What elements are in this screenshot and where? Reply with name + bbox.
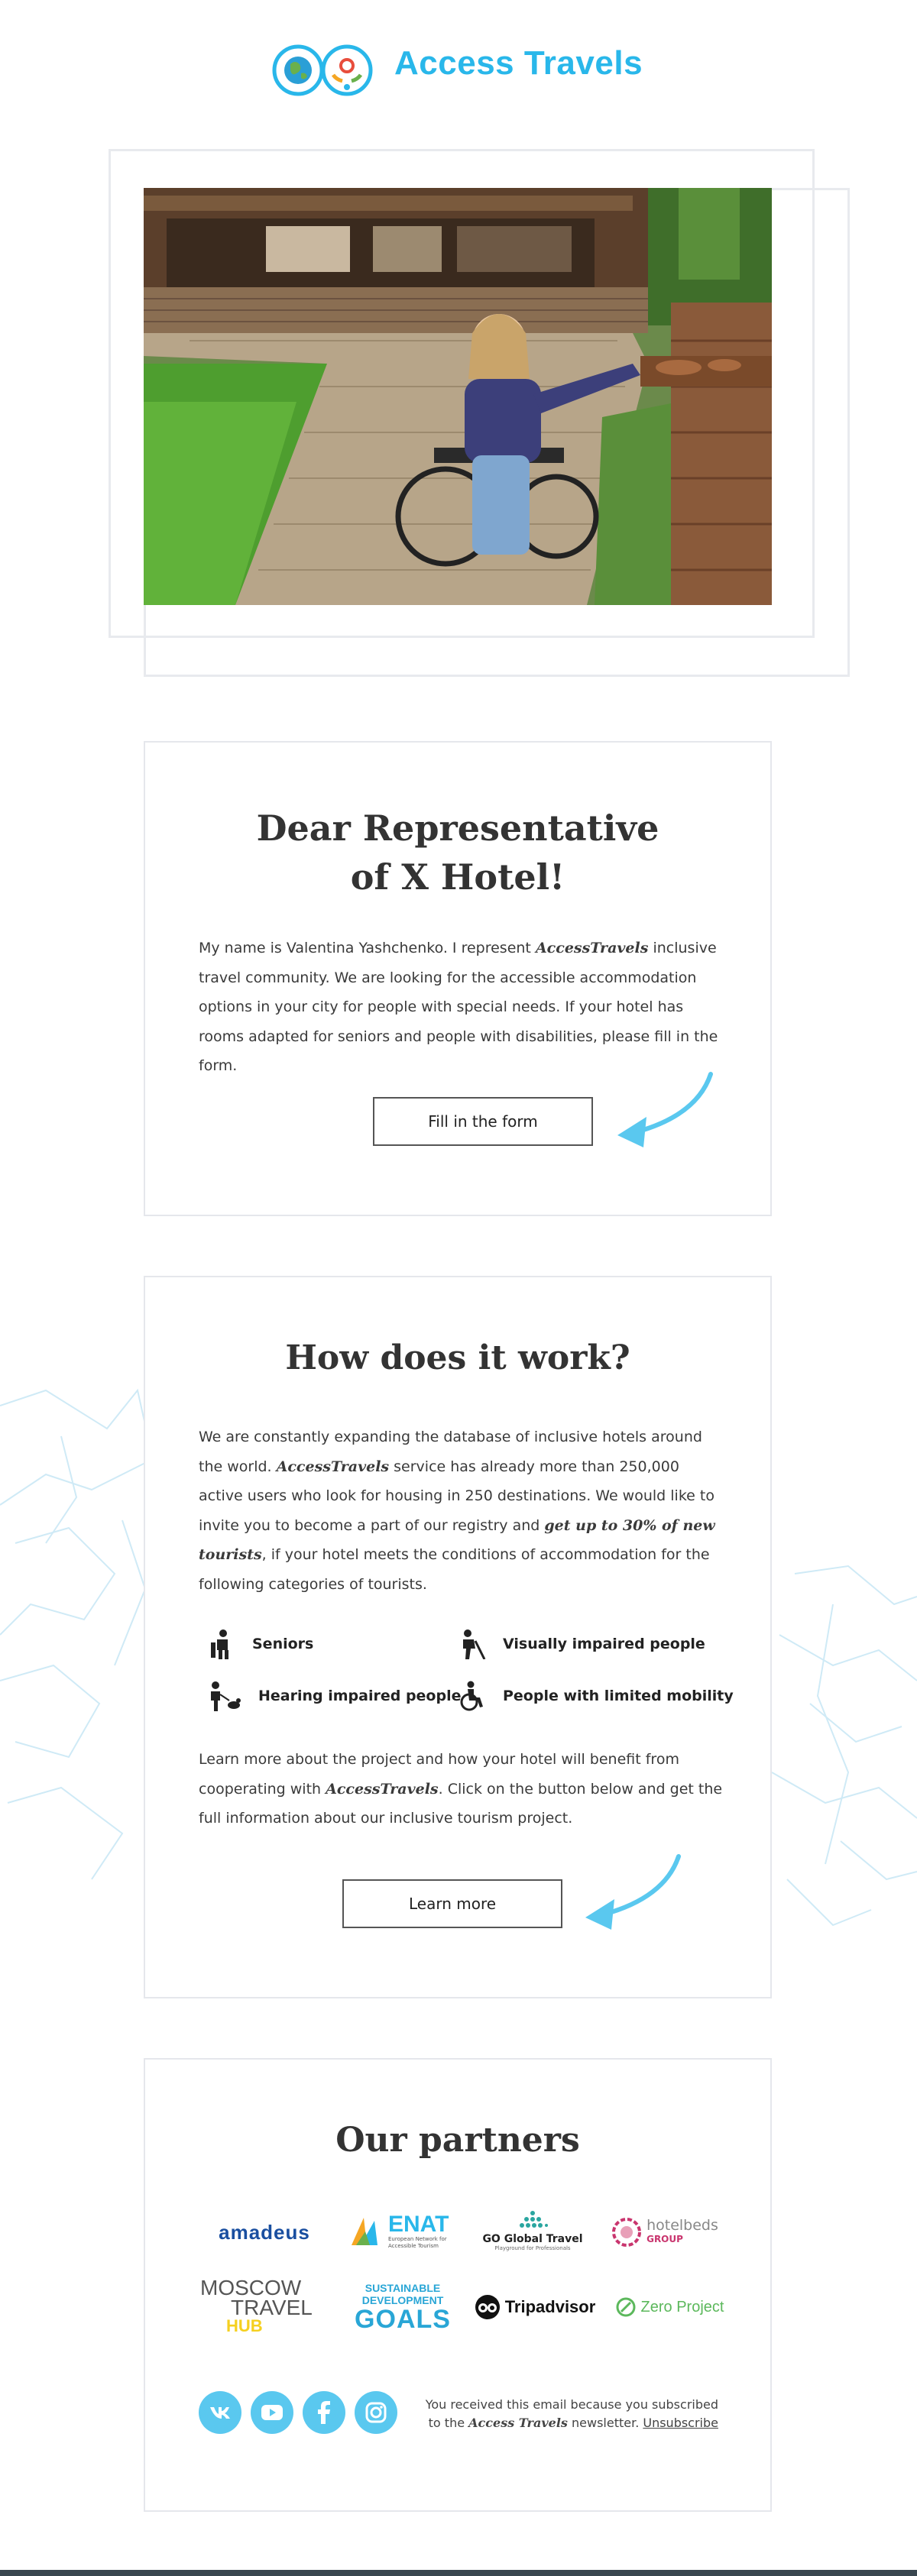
card2-text2 (199, 1745, 726, 1833)
card1-text (199, 934, 718, 1081)
youtube-icon[interactable] (251, 2391, 293, 2434)
partner-hotelbeds (604, 2209, 726, 2255)
card1-text-brand: AccessTravels (535, 940, 649, 956)
how-it-works-card (144, 1276, 772, 1998)
partner-amadeus-text: amadeus (219, 2220, 310, 2244)
category-visually-impaired (458, 1629, 705, 1659)
card2-text2-a: Learn more about the project and how your hotel will benefit from cooperating with (199, 1751, 679, 1798)
card1-text-a: My name is Valentina Yashchenko. I represent (199, 940, 536, 956)
card1-title-line1: Dear Representative (256, 807, 659, 849)
card2-text-c: , if your hotel meets the conditions of accommodation for the following categories of tourists. (199, 1546, 710, 1593)
category-limited-mobility-label: People with limited mobility (503, 1688, 734, 1704)
category-hearing-impaired-label: Hearing impaired people (258, 1688, 462, 1704)
partner-hotelbeds-text: hotelbeds (646, 2217, 718, 2234)
partner-sdg-line1: SUSTAINABLE (365, 2282, 441, 2294)
footer-line2 (420, 2414, 718, 2432)
footer-note (420, 2396, 718, 2432)
card2-text-emphasis: get up to 30% of new tourists (199, 1516, 715, 1563)
tripadvisor-logo-icon (475, 2294, 501, 2320)
category-seniors (208, 1629, 313, 1659)
arrow-icon (613, 1070, 720, 1154)
partner-amadeus (196, 2209, 333, 2255)
partner-goglobal-subtext: Playground for Professionals (494, 2245, 571, 2251)
wheelchair-icon (458, 1681, 486, 1711)
card1-title (145, 804, 770, 901)
partner-enat-text: ENAT (388, 2212, 449, 2237)
footer-line2-b: newsletter. (567, 2416, 643, 2430)
partner-sdg (345, 2277, 460, 2338)
partner-moscow-line2: TRAVEL (231, 2296, 313, 2319)
category-limited-mobility (458, 1681, 734, 1711)
hero-photo (144, 188, 772, 605)
category-visually-impaired-label: Visually impaired people (503, 1636, 705, 1652)
card2-text2-brand: AccessTravels (326, 1780, 439, 1798)
card2-text-brand: AccessTravels (276, 1458, 390, 1475)
partner-zero-project (608, 2286, 731, 2328)
card2-title: How does it work? (285, 1338, 630, 1377)
partner-hotelbeds-group: GROUP (646, 2234, 683, 2244)
card3-title: Our partners (335, 2121, 580, 2160)
brand-name: Access Travels (394, 44, 643, 82)
hotelbeds-logo-icon (611, 2217, 642, 2248)
partner-enat-subtext: European Network for Accessible Tourism (388, 2236, 447, 2249)
card1-title-line2: of X Hotel! (350, 856, 565, 898)
fill-form-button[interactable]: Fill in the form (373, 1097, 593, 1146)
social-links (199, 2391, 397, 2434)
card2-text-a: We are constantly expanding the database of inclusive hotels around the world. (199, 1429, 702, 1475)
logo-icon (269, 40, 376, 101)
facebook-icon[interactable] (303, 2391, 345, 2434)
partner-tripadvisor (466, 2286, 604, 2328)
card1-text-b: inclusive travel community. We are looking for the accessible accommodation options in your city for people with special needs. If your hotel has rooms adapted for seniors and people with disabilities, please fill in the form. (199, 940, 718, 1074)
zero-project-logo-icon (615, 2296, 637, 2318)
learn-more-button[interactable]: Learn more (342, 1879, 562, 1928)
partner-enat (345, 2205, 460, 2258)
card2-text (199, 1422, 726, 1599)
instagram-icon[interactable] (355, 2391, 397, 2434)
partner-zero-project-text: Zero Project (640, 2298, 724, 2315)
card2-text-b: service has already more than 250,000 active users who look for housing in 250 destinations. We would like to invite you to become a part of our registry and (199, 1458, 714, 1534)
partner-goglobal-text: GO Global Travel (482, 2233, 583, 2245)
footer-line2-a: to the (428, 2416, 469, 2430)
partner-goglobal (475, 2202, 590, 2260)
partners-card (144, 2058, 772, 2512)
partner-tripadvisor-text: Tripadvisor (504, 2297, 596, 2316)
enat-logo-icon (348, 2215, 382, 2248)
goglobal-logo-icon (517, 2210, 548, 2233)
unsubscribe-link[interactable]: Unsubscribe (643, 2416, 718, 2430)
hearing-impaired-icon (208, 1681, 241, 1711)
senior-icon (208, 1629, 235, 1659)
footer-brand: Access Travels (468, 2416, 568, 2430)
partner-moscow-line1: MOSCOW (200, 2276, 302, 2299)
bottom-bar (0, 2570, 917, 2576)
card2-text2-b: . Click on the button below and get the full information about our inclusive tourism project. (199, 1780, 723, 1827)
vk-icon[interactable] (199, 2391, 241, 2434)
category-hearing-impaired (208, 1681, 462, 1711)
partner-moscow-travel-hub (200, 2275, 322, 2338)
partner-sdg-line2: DEVELOPMENT (361, 2294, 444, 2306)
invitation-card (144, 741, 772, 1216)
footer-line1: You received this email because you subscribed (425, 2397, 718, 2412)
partner-moscow-line3: HUB (226, 2316, 263, 2335)
arrow-icon (581, 1852, 688, 1936)
visually-impaired-icon (458, 1629, 486, 1659)
category-seniors-label: Seniors (252, 1636, 314, 1652)
partner-sdg-line3: GOALS (355, 2305, 451, 2334)
